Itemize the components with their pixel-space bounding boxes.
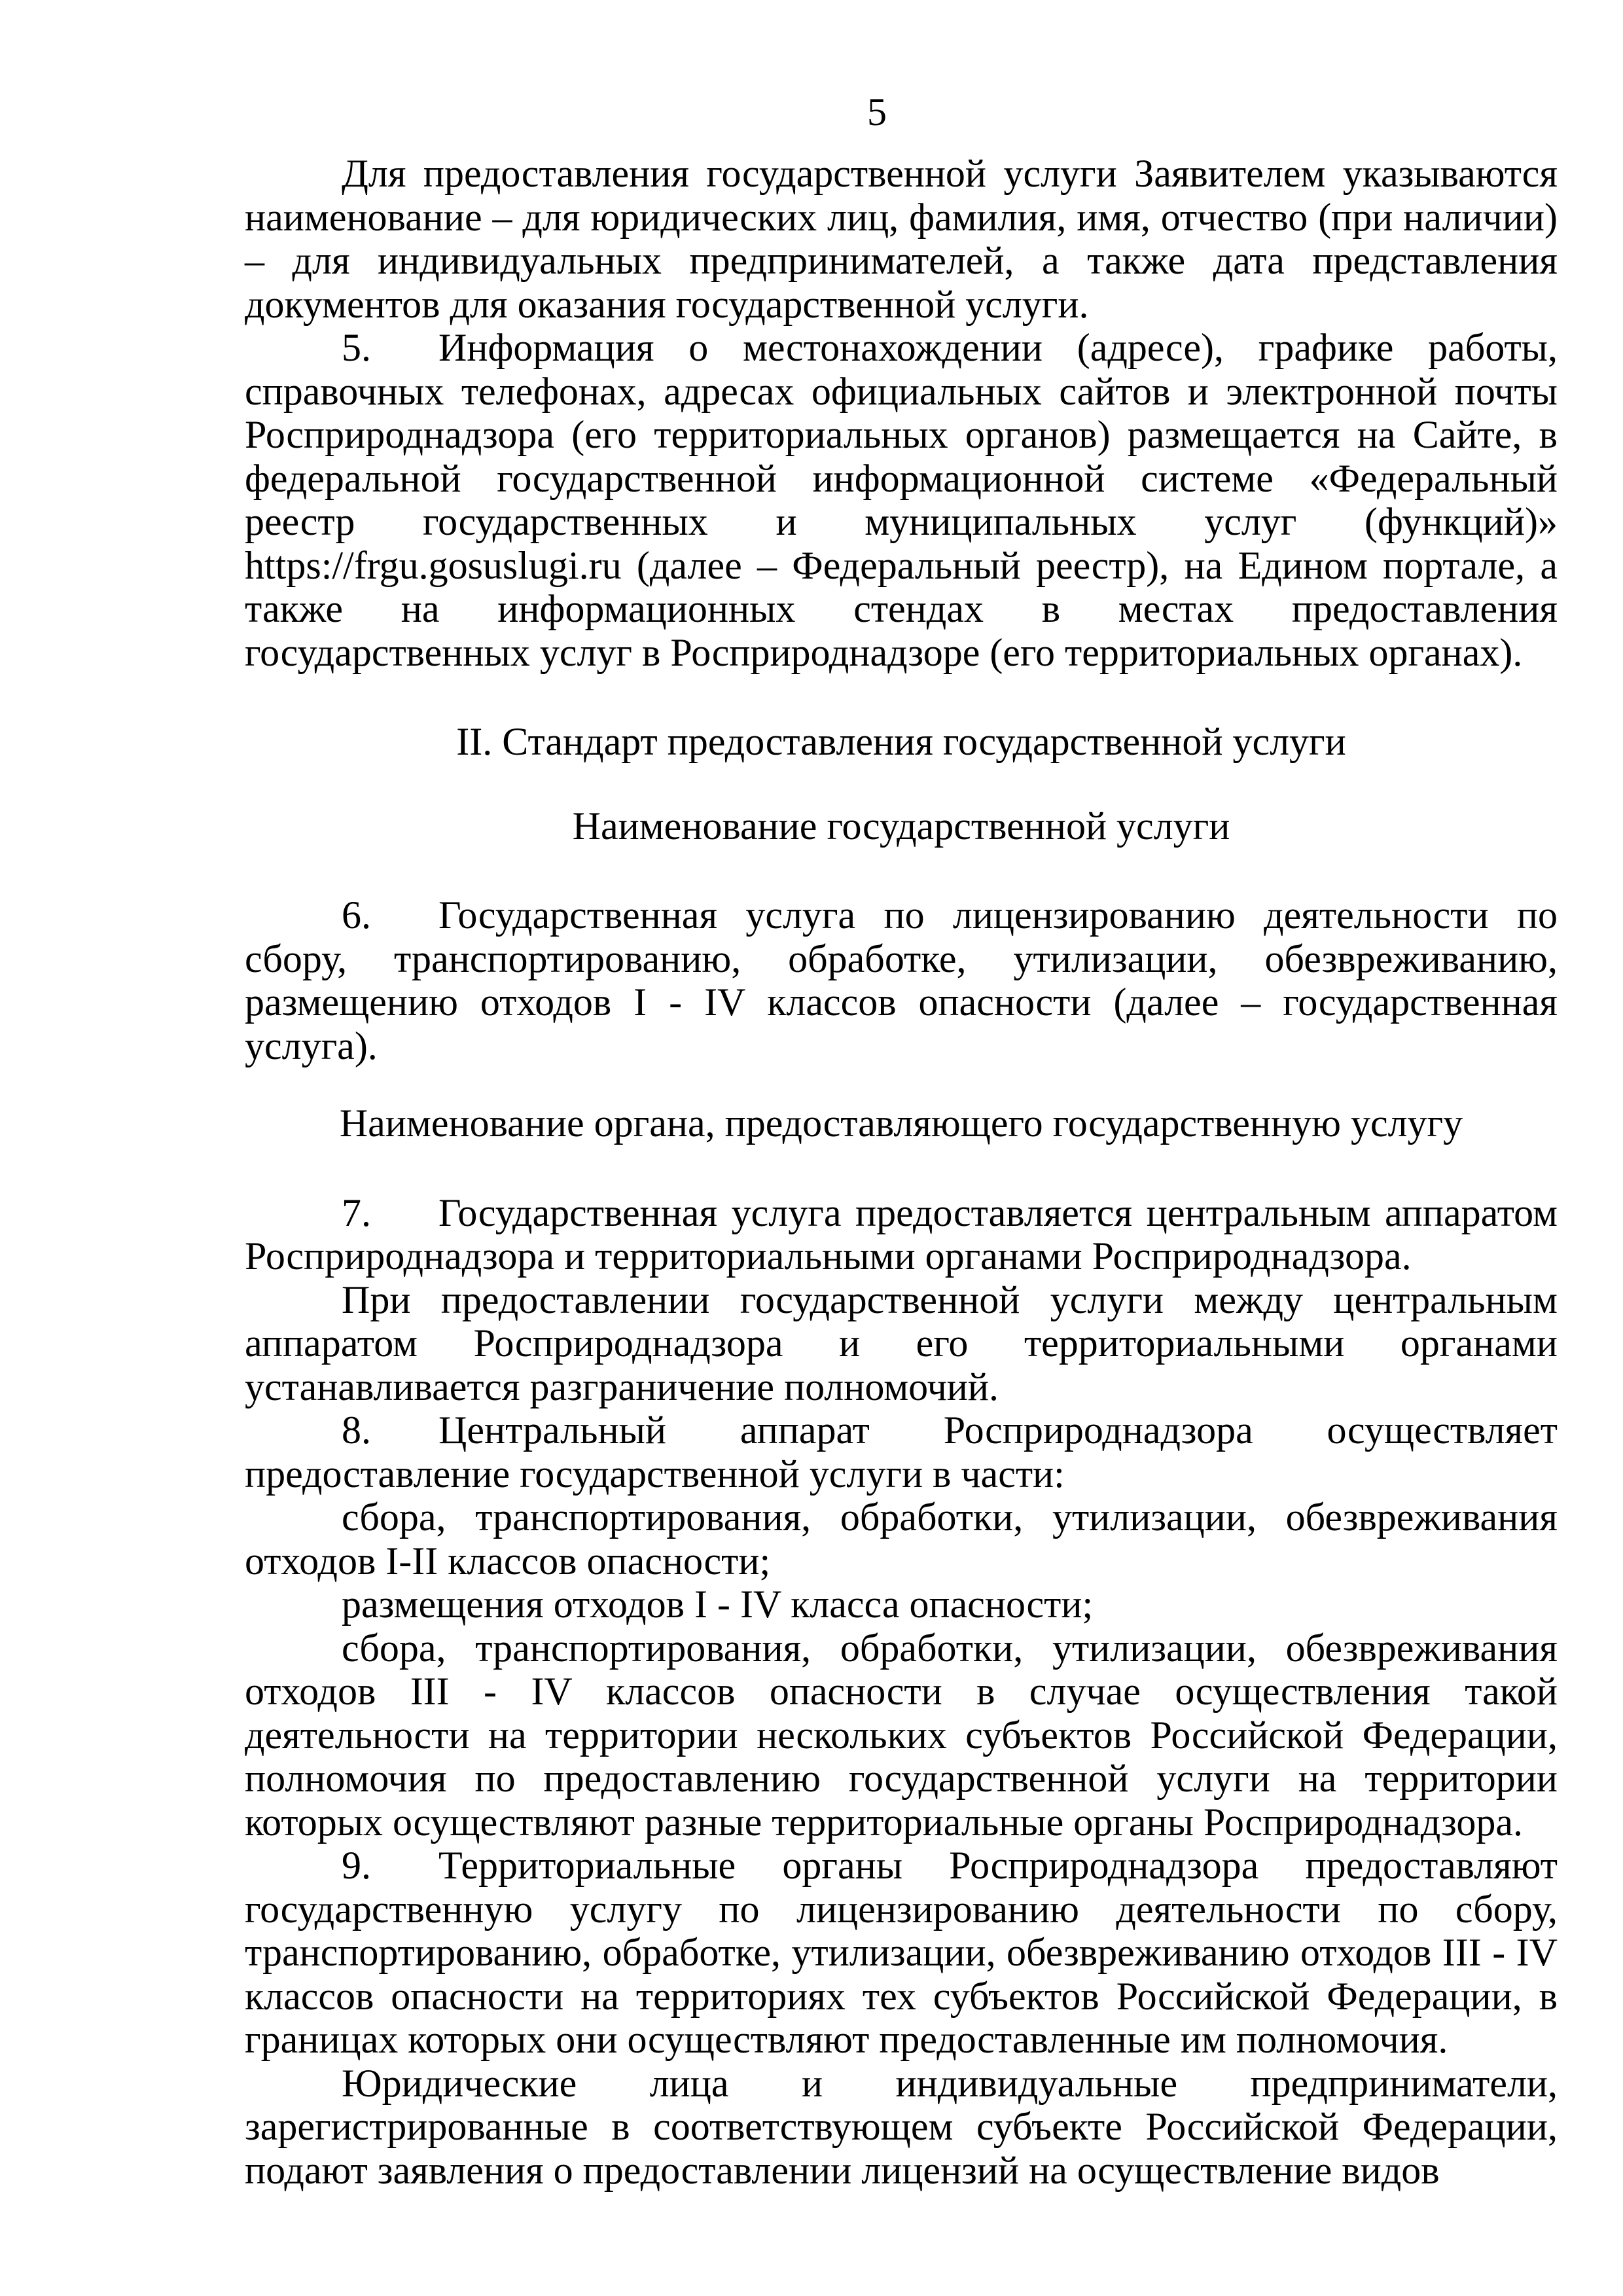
paragraph-8-number: 8. — [342, 1408, 371, 1452]
paragraph-8 — [245, 1408, 1558, 1496]
paragraph-7-text: Государственная услуга предоставляется центральным аппаратом Росприроднадзора и территориальными органами Росприроднадзора. — [245, 1191, 1558, 1278]
paragraph-8-text: Центральный аппарат Росприроднадзора осуществляет предоставление государственной услуги в части: — [245, 1408, 1558, 1496]
sub-heading-service-name: Наименование государственной услуги — [572, 804, 1230, 848]
paragraph-8-item: сбора, транспортирования, обработки, утилизации, обезвреживания отходов III - IV классов опасности в случае осуществления такой деятельности на территории нескольких субъектов Российской Федерации, полномочия по предоставлению государственной услуги на территории которых осуществляют разные территориальные органы Росприроднадзора. — [245, 1626, 1558, 1844]
page-number: 5 — [867, 90, 887, 134]
section-heading: II. Стандарт предоставления государственной услуги — [456, 720, 1346, 763]
paragraph-9-continued: Юридические лица и индивидуальные предприниматели, зарегистрированные в соответствующем субъекте Российской Федерации, подают заявления о предоставлении лицензий на осуществление видов — [245, 2061, 1558, 2192]
paragraph-9 — [245, 1844, 1558, 2062]
paragraph-8-item: сбора, транспортирования, обработки, утилизации, обезвреживания отходов I-II классов опасности; — [245, 1496, 1558, 1583]
paragraph-intro: Для предоставления государственной услуги Заявителем указываются наименование – для юридических лиц, фамилия, имя, отчество (при наличии) – для индивидуальных предпринимателей, а также дата представления документов для оказания государственной услуги. — [245, 152, 1558, 326]
paragraph-7-continued: При предоставлении государственной услуги между центральным аппаратом Росприроднадзора и его территориальными органами устанавливается разграничение полномочий. — [245, 1278, 1558, 1408]
paragraph-5 — [245, 326, 1558, 674]
paragraph-6-number: 6. — [342, 893, 371, 937]
paragraph-9-text: Территориальные органы Росприроднадзора предоставляют государственную услугу по лицензированию деятельности по сбору, транспортированию, обработке, утилизации, обезвреживанию отходов III - IV классов опасности на территориях тех субъектов Российской Федерации, в границах которых они осуществляют предоставленные им полномочия. — [245, 1844, 1558, 2061]
paragraph-7 — [245, 1191, 1558, 1278]
paragraph-6-text: Государственная услуга по лицензированию деятельности по сбору, транспортированию, обработке, утилизации, обезвреживанию, размещению отходов I - IV классов опасности (далее – государственная услуга). — [245, 893, 1558, 1067]
paragraph-8-item: размещения отходов I - IV класса опасности; — [342, 1583, 1094, 1626]
paragraph-9-number: 9. — [342, 1844, 371, 1887]
paragraph-5-number: 5. — [342, 326, 371, 369]
paragraph-6 — [245, 893, 1558, 1067]
paragraph-7-number: 7. — [342, 1191, 371, 1234]
sub-heading-authority: Наименование органа, предоставляющего государственную услугу — [339, 1102, 1463, 1145]
paragraph-5-text: Информация о местонахождении (адресе), графике работы, справочных телефонах, адресах официальных сайтов и электронной почты Росприроднадзора (его территориальных органов) размещается на Сайте, в федеральной государственной информационной системе «Федеральный реестр государственных и муниципальных услуг (функций)» https://frgu.gosuslugi.ru (далее – Федеральный реестр), на Едином портале, а также на информационных стендах в местах предоставления государственных услуг в Росприроднадзоре (его территориальных органах). — [245, 326, 1558, 674]
document-body — [245, 152, 1558, 2192]
